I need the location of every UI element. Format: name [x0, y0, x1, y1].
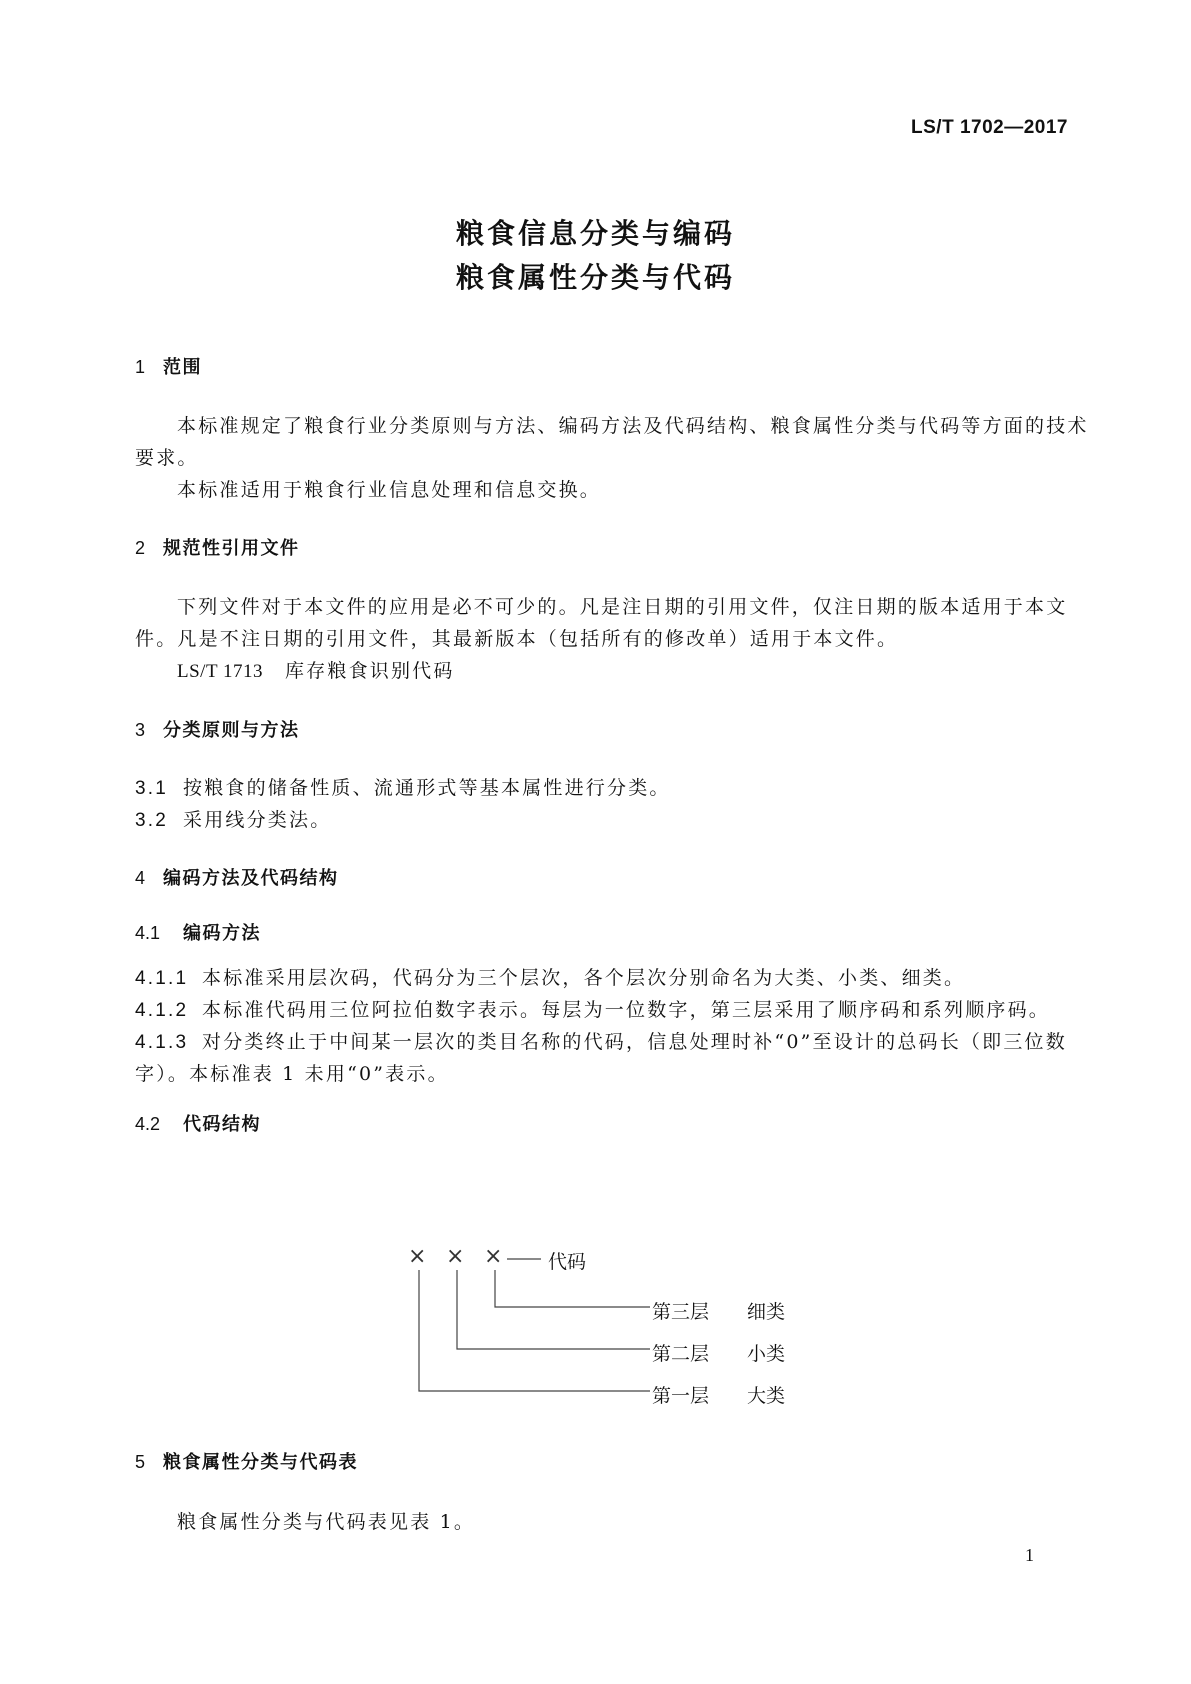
level-3-name: 细类 [747, 1301, 786, 1323]
section-5-para-1: 粮食属性分类与代码表见表 1。 [177, 1511, 476, 1533]
clause-4-1-2-text: 本标准代码用三位阿拉伯数字表示。每层为一位数字，第三层采用了顺序码和系列顺序码。 [202, 999, 1051, 1021]
clause-3-2-text: 采用线分类法。 [183, 809, 332, 831]
clause-4-1-2-number: 4.1.2 [135, 1000, 189, 1021]
section-4-1-number: 4.1 [135, 923, 161, 943]
section-2-number: 2 [135, 538, 146, 558]
section-5-number: 5 [135, 1452, 146, 1472]
level-2-name: 小类 [747, 1343, 786, 1365]
clause-4-1-2 [135, 995, 1050, 1022]
section-4-heading [135, 864, 339, 890]
page-number: 1 [1025, 1545, 1034, 1565]
section-1-para-1a: 本标准规定了粮食行业分类原则与方法、编码方法及代码结构、粮食属性分类与代码等方面的技术 [177, 415, 1089, 437]
reference-code: LS/T 1713 [177, 661, 263, 682]
code-label: 代码 [548, 1251, 587, 1273]
section-4-2-number: 4.2 [135, 1114, 161, 1134]
section-4-title: 编码方法及代码结构 [163, 868, 339, 889]
level-3-label: 第三层 [652, 1301, 710, 1323]
clause-3-2-number: 3.2 [135, 810, 169, 831]
clause-4-1-3 [135, 1027, 1067, 1054]
section-4-1-title: 编码方法 [183, 923, 261, 944]
section-4-1-heading [135, 919, 261, 945]
section-4-2-heading [135, 1110, 261, 1136]
clause-4-1-3-text-a: 对分类终止于中间某一层次的类目名称的代码，信息处理时补“0”至设计的总码长（即三位数 [202, 1031, 1067, 1053]
code-digit-2-mark: × [446, 1244, 465, 1269]
level-1-label: 第一层 [652, 1385, 710, 1407]
section-1-para-2: 本标准适用于粮食行业信息处理和信息交换。 [177, 479, 602, 501]
section-1-title: 范围 [163, 357, 202, 378]
normative-reference [177, 656, 455, 683]
level-2-label: 第二层 [652, 1343, 710, 1365]
code-digit-1-mark: × [408, 1244, 427, 1269]
code-digit-3-mark: × [484, 1244, 503, 1269]
level-1-name: 大类 [747, 1385, 786, 1407]
clause-4-1-3-number: 4.1.3 [135, 1032, 189, 1053]
section-1-para-1b: 要求。 [135, 447, 199, 469]
clause-4-1-1-number: 4.1.1 [135, 968, 189, 989]
clause-3-2 [135, 805, 331, 832]
clause-3-1-text: 按粮食的储备性质、流通形式等基本属性进行分类。 [183, 777, 671, 799]
section-1-heading [135, 353, 202, 379]
title-line-1: 粮食信息分类与编码 [455, 217, 735, 250]
section-4-2-title: 代码结构 [183, 1114, 261, 1135]
section-3-title: 分类原则与方法 [163, 720, 300, 741]
title-line-2: 粮食属性分类与代码 [455, 261, 735, 294]
standard-code: LS/T 1702—2017 [911, 117, 1068, 138]
clause-3-1 [135, 773, 671, 800]
section-2-title: 规范性引用文件 [163, 538, 300, 559]
reference-title: 库存粮食识别代码 [284, 660, 455, 682]
clause-3-1-number: 3.1 [135, 778, 169, 799]
section-5-heading [135, 1448, 358, 1474]
clause-4-1-1-text: 本标准采用层次码，代码分为三个层次，各个层次分别命名为大类、小类、细类。 [202, 967, 966, 989]
section-3-number: 3 [135, 720, 146, 740]
section-3-heading [135, 716, 300, 742]
section-2-para-1a: 下列文件对于本文件的应用是必不可少的。凡是注日期的引用文件，仅注日期的版本适用于本文 [177, 596, 1068, 618]
clause-4-1-1 [135, 963, 965, 990]
section-2-heading [135, 534, 300, 560]
section-5-title: 粮食属性分类与代码表 [163, 1452, 358, 1473]
clause-4-1-3-text-b: 字）。本标准表 1 未用“0”表示。 [135, 1063, 449, 1085]
section-4-number: 4 [135, 868, 146, 888]
section-2-para-1b: 件。凡是不注日期的引用文件，其最新版本（包括所有的修改单）适用于本文件。 [135, 628, 899, 650]
section-1-number: 1 [135, 357, 146, 377]
